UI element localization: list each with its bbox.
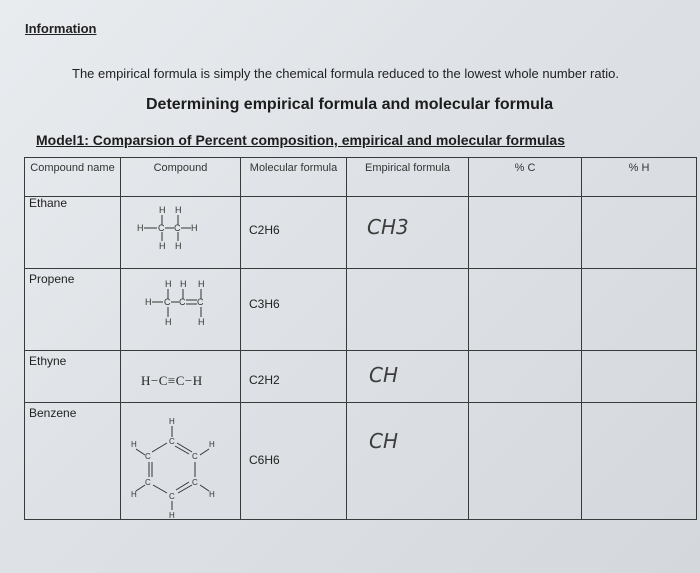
formula-table	[24, 157, 697, 520]
svg-text:C: C	[179, 297, 186, 307]
svg-text:C: C	[169, 437, 175, 446]
cell-percent-h	[582, 403, 697, 520]
svg-text:C: C	[192, 478, 198, 487]
svg-text:H: H	[165, 279, 172, 289]
header-empirical-formula: Empirical formula	[347, 158, 469, 197]
cell-name: Ethyne	[25, 351, 121, 403]
svg-text:C: C	[164, 297, 171, 307]
svg-text:H: H	[145, 297, 152, 307]
svg-text:H: H	[175, 241, 182, 251]
cell-percent-c	[469, 269, 582, 351]
model-heading: Model1: Comparsion of Percent composition, empirical and molecular formulas	[36, 132, 565, 148]
svg-text:H: H	[137, 223, 144, 233]
svg-text:H: H	[165, 317, 172, 327]
header-row	[25, 158, 697, 197]
svg-text:H: H	[198, 279, 205, 289]
table-row-ethane	[25, 197, 697, 269]
svg-text:C: C	[158, 223, 165, 233]
header-molecular-formula: Molecular formula	[241, 158, 347, 197]
svg-text:H: H	[169, 417, 175, 426]
propene-structure	[143, 277, 223, 343]
svg-text:H: H	[159, 241, 166, 251]
ethane-structure	[135, 203, 205, 261]
cell-molecular: C3H6	[241, 269, 347, 351]
svg-text:H: H	[209, 440, 215, 449]
cell-molecular: C2H6	[241, 197, 347, 269]
cell-percent-c	[469, 197, 582, 269]
svg-text:C: C	[174, 223, 181, 233]
cell-empirical	[347, 269, 469, 351]
cell-structure	[121, 403, 241, 520]
intro-text: The empirical formula is simply the chemical formula reduced to the lowest whole number ratio.	[72, 66, 619, 81]
cell-empirical: CH	[347, 403, 469, 520]
cell-empirical: CH3	[347, 197, 469, 269]
svg-text:C: C	[145, 478, 151, 487]
cell-percent-h	[582, 269, 697, 351]
cell-structure	[121, 197, 241, 269]
cell-percent-c	[469, 351, 582, 403]
cell-molecular: C2H2	[241, 351, 347, 403]
svg-text:C: C	[197, 297, 204, 307]
header-percent-c: % C	[469, 158, 582, 197]
svg-text:H: H	[191, 223, 198, 233]
header-percent-h: % H	[582, 158, 697, 197]
svg-text:H: H	[169, 511, 175, 519]
svg-text:H: H	[180, 279, 187, 289]
cell-name: Ethane	[25, 197, 121, 269]
svg-text:C: C	[192, 452, 198, 461]
cell-percent-h	[582, 197, 697, 269]
cell-structure	[121, 269, 241, 351]
cell-name: Propene	[25, 269, 121, 351]
header-compound-name: Compound name	[25, 158, 121, 197]
table-row-ethyne	[25, 351, 697, 403]
cell-percent-h	[582, 351, 697, 403]
cell-name: Benzene	[25, 403, 121, 520]
information-heading: Information	[25, 21, 97, 36]
cell-molecular: C6H6	[241, 403, 347, 520]
table-row-propene	[25, 269, 697, 351]
svg-text:C: C	[145, 452, 151, 461]
svg-text:H: H	[131, 490, 137, 499]
svg-text:H: H	[175, 205, 182, 215]
svg-text:C: C	[169, 492, 175, 501]
svg-text:H: H	[209, 490, 215, 499]
svg-text:H: H	[131, 440, 137, 449]
svg-text:H: H	[159, 205, 166, 215]
ethyne-structure: H−C≡C−H	[141, 373, 203, 388]
svg-text:H: H	[198, 317, 205, 327]
cell-structure	[121, 351, 241, 403]
page-title: Determining empirical formula and molecular formula	[146, 96, 554, 113]
cell-empirical: CH	[347, 351, 469, 403]
benzene-structure	[131, 415, 231, 519]
table-row-benzene	[25, 403, 697, 520]
cell-percent-c	[469, 403, 582, 520]
header-compound: Compound	[121, 158, 241, 197]
